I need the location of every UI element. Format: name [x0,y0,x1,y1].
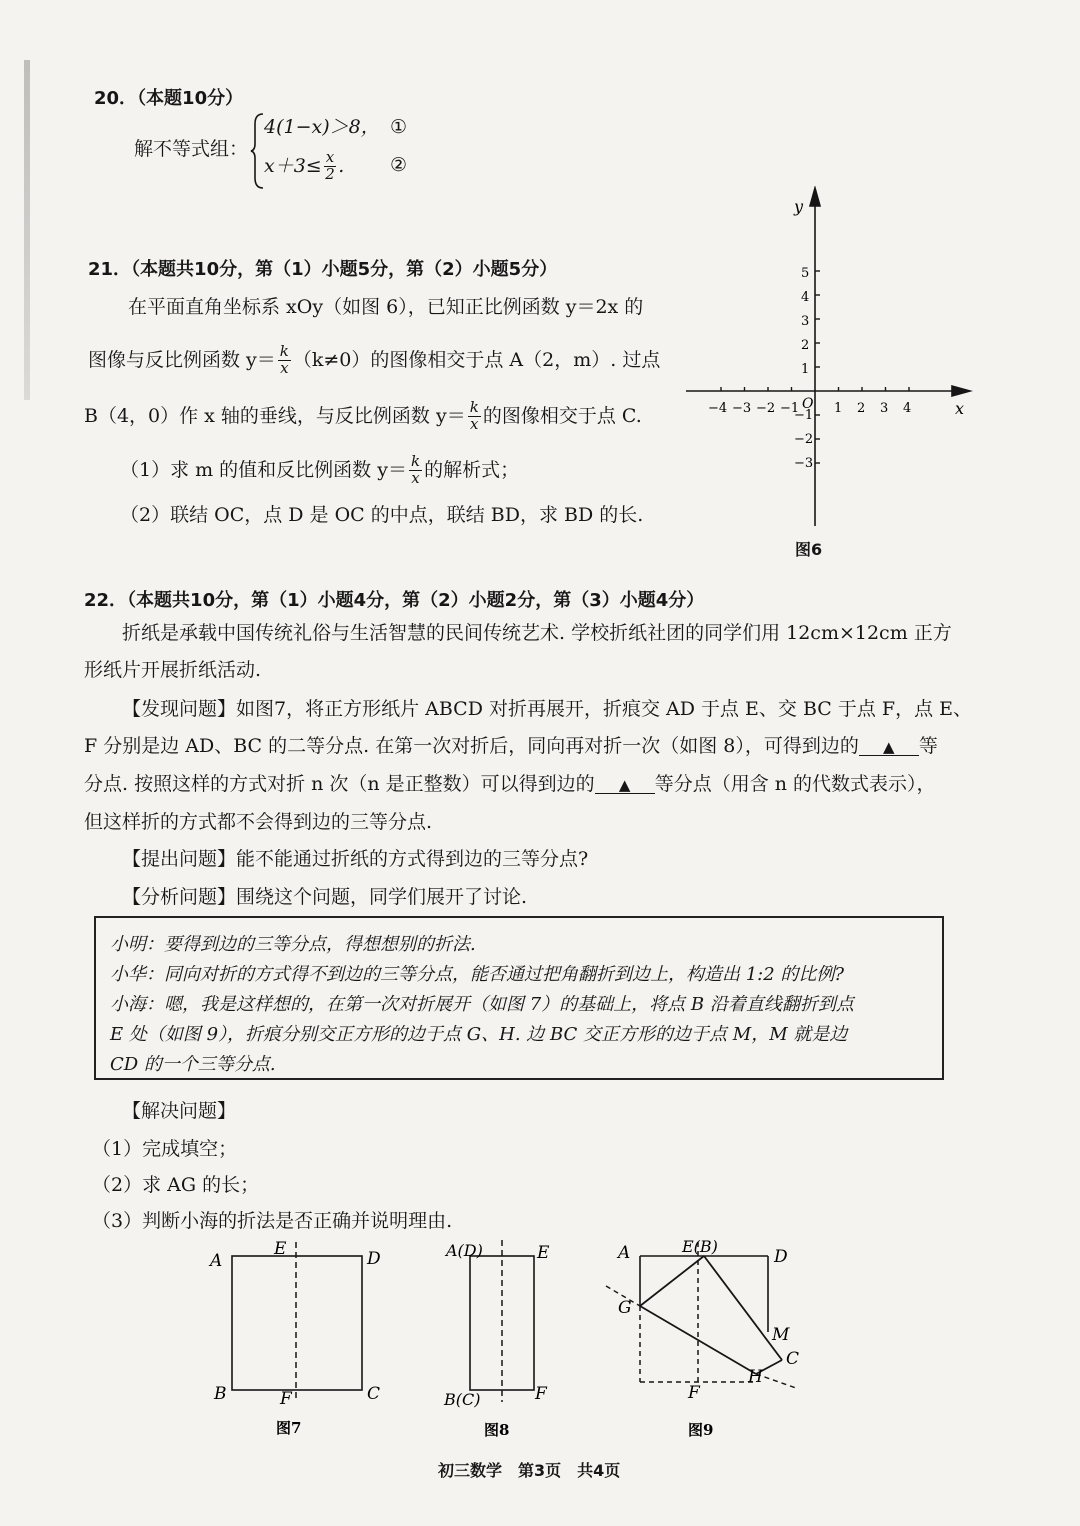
dialog-line-4: E 处（如图 9），折痕分别交正方形的边于点 G、H. 边 BC 交正方形的边于点 M，M 就是边 [110,1024,848,1045]
dialog-line-1: 小明：要得到边的三等分点，得想想别的折法. [110,934,476,955]
frac-den: x [280,358,289,377]
frac-num: k [469,398,479,416]
y-tick-neg-1: −1 [794,408,814,423]
x-tick-neg-1: −1 [780,401,800,416]
fig8-caption: 图8 [484,1421,510,1439]
q20-ineq2-fraction [324,150,336,183]
fig8-label-f: F [535,1384,547,1404]
fig8-label-ad: A(D) [446,1241,483,1260]
q22-task-1: （1）完成填空； [92,1138,238,1160]
q22-analyze: 【分析问题】围绕这个问题，同学们展开了讨论. [122,886,528,908]
q21-line3-b: 的图像相交于点 C. [482,404,642,427]
fig9-label-m: M [772,1325,790,1345]
fig9-label-f: F [688,1383,700,1403]
q21-line3-a: B（4，0）作 x 轴的垂线，与反比例函数 y＝ [84,404,466,427]
q21-line3-fraction [468,400,481,433]
x-axis-label: x [955,399,965,418]
q21-line-2 [88,344,660,377]
q20-ineq2-tail: . [338,154,345,177]
dialog-line-2: 小华：同向对折的方式得不到边的三等分点，能否通过把角翻折到边上，构造出 1:2 的比例? [110,964,845,985]
fig7-label-a: A [210,1251,223,1271]
answer-blank-1[interactable]: ▲ [859,740,919,756]
q20-header: 20．（本题10分） [94,88,244,109]
fig9-label-eb: E(B) [682,1237,718,1256]
x-tick-4: 4 [903,401,912,416]
fig7-label-f: F [280,1389,292,1409]
q22-solve: 【解决问题】 [122,1100,237,1122]
fig7-caption: 图7 [276,1419,302,1437]
y-tick-5: 5 [801,266,810,281]
fig9-label-d: D [774,1247,788,1267]
y-tick-1: 1 [801,362,810,377]
q22-task-3: （3）判断小海的折法是否正确并说明理由. [92,1210,453,1232]
fig8-label-bc: B(C) [444,1390,481,1409]
fig9-label-g: G [618,1298,632,1318]
dialog-line-5: CD 的一个三等分点. [110,1054,276,1075]
x-tick-2: 2 [857,401,866,416]
segment-ec [704,1256,782,1360]
y-tick-4: 4 [801,290,810,305]
q20-ineq2-num: x [325,148,335,166]
x-axis-arrow-icon [952,386,970,396]
q20-mark-1: ① [390,116,408,138]
q22-discover-1: 【发现问题】如图7，将正方形纸片 ABCD 对折再展开，折痕交 AD 于点 E、交 BC 于点 F，点 E、 [122,698,972,720]
q21-line2-fraction [278,344,291,377]
q21-part1-a: （1）求 m 的值和反比例函数 y＝ [120,458,407,481]
q21-part-1 [120,454,519,487]
figure-6-caption: 图6 [795,540,823,559]
x-tick-1: 1 [834,401,843,416]
x-tick-neg-2: −2 [756,401,776,416]
q22-intro-1: 折纸是承载中国传统礼俗与生活智慧的民间传统艺术. 学校折纸社团的同学们用 12cm×12cm 正方 [122,622,952,644]
q22-intro-2: 形纸片开展折纸活动. [84,659,262,681]
y-axis-label: y [794,197,804,216]
q22-discover-3 [84,775,936,794]
q20-intro: 解不等式组： [134,138,249,160]
fig7-label-c: C [367,1384,381,1404]
fig7-label-e: E [274,1239,287,1259]
y-tick-2: 2 [801,338,810,353]
q21-part1-fraction [409,454,422,487]
frac-den: x [411,468,420,487]
origin-label: O [802,396,814,412]
q21-part1-b: 的解析式； [424,458,520,481]
figure-7 [200,1236,400,1442]
q22-propose: 【提出问题】能不能通过折纸的方式得到边的三等分点? [122,848,589,870]
fig7-label-d: D [367,1249,381,1269]
q22-discover3-tail: 等分点（用含 n 的代数式表示）， [654,773,936,795]
discussion-box [94,916,944,1080]
page-footer: 初三数学 第3页 共4页 [438,1461,621,1480]
q21-line2-a: 图像与反比例函数 y＝ [88,348,276,371]
q20-inequality-2 [264,150,344,183]
scan-edge-shadow [24,60,30,400]
q21-header: 21．（本题共10分，第（1）小题5分，第（2）小题5分） [88,259,558,280]
q22-discover-2 [84,737,938,756]
figure-6-axes [680,186,980,536]
y-axis-arrow-icon [810,188,820,206]
x-tick-neg-4: −4 [708,401,728,416]
dialog-line-3: 小海：嗯，我是这样想的，在第一次对折展开（如图 7）的基础上，将点 B 沿着直线翻折到点 [110,994,854,1015]
q22-discover2-text: F 分别是边 AD、BC 的二等分点. 在第一次对折后，同向再对折一次（如图 8），可得到边的 [84,735,859,757]
q22-task-2: （2）求 AG 的长； [92,1174,260,1196]
q21-line2-b: （k≠0）的图像相交于点 A（2，m）. 过点 [292,348,661,371]
fig9-label-c: C [786,1349,800,1369]
q22-header: 22．（本题共10分，第（1）小题4分，第（2）小题2分，第（3）小题4分） [84,590,705,611]
square-abcd [232,1256,362,1390]
q22-discover-4: 但这样折的方式都不会得到边的三等分点. [84,811,433,833]
fig9-caption: 图9 [688,1421,714,1439]
q20-ineq2-left: x＋3≤ [264,154,322,177]
q22-discover2-tail: 等 [918,735,938,757]
q22-discover3-text: 分点. 按照这样的方式对折 n 次（n 是正整数）可以得到边的 [84,773,595,795]
y-tick-3: 3 [801,314,810,329]
frac-num: k [410,452,421,470]
q20-ineq2-den: 2 [325,164,335,183]
q21-line-1: 在平面直角坐标系 xOy（如图 6），已知正比例函数 y＝2x 的 [128,296,644,318]
fig9-label-a: A [618,1243,631,1263]
x-tick-neg-3: −3 [732,401,752,416]
figure-9 [600,1236,810,1442]
y-tick-neg-2: −2 [794,432,814,447]
frac-den: x [470,414,479,433]
q20-mark-2: ② [390,154,408,176]
x-tick-3: 3 [880,401,889,416]
fig8-label-e: E [537,1243,550,1263]
answer-blank-2[interactable]: ▲ [595,778,655,794]
figure-8 [440,1236,570,1442]
q21-line-3 [84,400,642,433]
q21-part-2: （2）联结 OC，点 D 是 OC 的中点，联结 BD，求 BD 的长. [120,504,644,526]
fig9-label-h: H [748,1367,763,1387]
segment-ge [640,1256,704,1306]
y-tick-neg-3: −3 [794,456,814,471]
fig7-label-b: B [214,1384,227,1404]
q20-inequality-1: 4(1−x)＞8， [264,116,380,138]
frac-num: k [279,342,289,360]
